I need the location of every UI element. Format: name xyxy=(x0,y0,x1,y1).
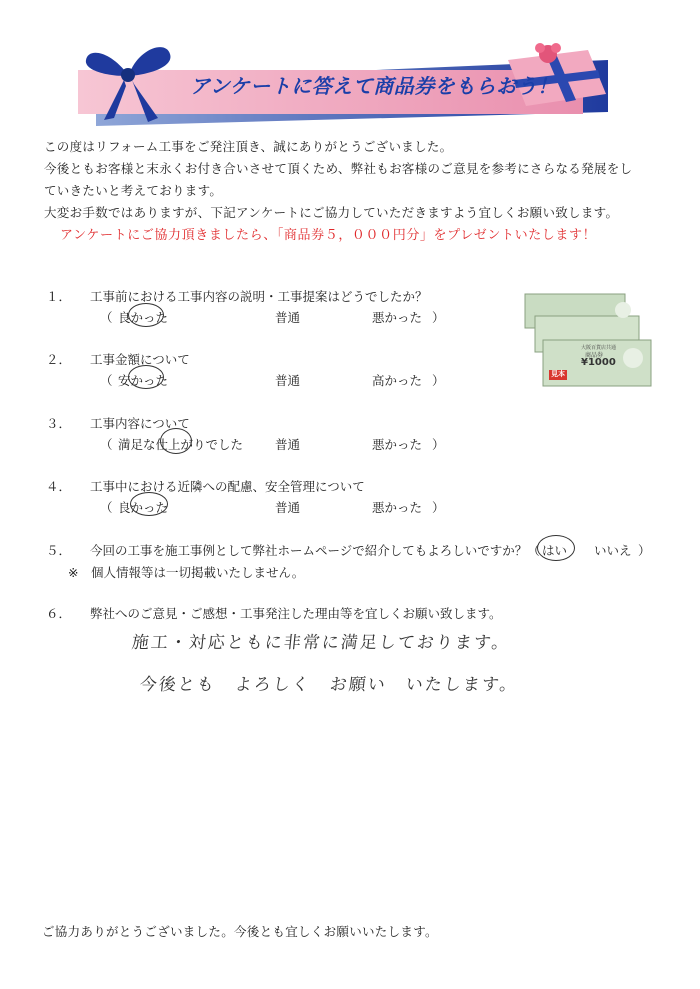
question-5-option-no[interactable]: いいえ xyxy=(594,543,632,558)
gift-voucher-image xyxy=(523,292,653,388)
question-3-option-satisfied[interactable]: 満足な仕上がりでした xyxy=(118,437,244,452)
question-5-number: ５． xyxy=(46,543,72,558)
question-1-selection-circle xyxy=(128,303,164,327)
question-6-number: ６． xyxy=(46,606,72,621)
question-3-close-paren: ） xyxy=(432,437,445,452)
question-3-text: 工事内容について xyxy=(90,416,190,431)
banner-title: アンケートに答えて商品券をもらおう！ xyxy=(190,74,558,98)
question-2-open-paren: （ xyxy=(100,373,113,388)
question-1-option-bad[interactable]: 悪かった xyxy=(372,310,423,325)
question-4-option-good[interactable]: 良かった xyxy=(118,500,169,515)
question-3-open-paren: （ xyxy=(100,437,113,452)
question-2-close-paren: ） xyxy=(432,373,445,388)
voucher-issuer: 大阪百貨店共通 xyxy=(581,345,617,351)
promo-text: アンケートにご協力頂きましたら、「商品券５，０００円分」をプレゼントいたします！ xyxy=(60,228,597,243)
question-1-option-normal[interactable]: 普通 xyxy=(275,310,301,325)
question-1-open-paren: （ xyxy=(100,310,113,325)
question-1-close-paren: ） xyxy=(432,310,445,325)
intro-line-2: 今後ともお客様と末永くお付き合いさせて頂くため、弊社もお客様のご意見を参考にさらなる発展をし xyxy=(44,161,633,176)
question-3-number: ３． xyxy=(46,416,72,431)
question-6-answer-line-1: 施工・対応ともに非常に満足しております。 xyxy=(130,633,512,653)
question-5-note: ※ 個人情報等は一切掲載いたしません。 xyxy=(68,565,305,580)
question-4-selection-circle xyxy=(130,492,168,516)
question-5-selection-circle xyxy=(537,535,575,561)
question-4-close-paren: ） xyxy=(432,500,445,515)
question-3-option-bad[interactable]: 悪かった xyxy=(372,437,423,452)
question-2-option-expensive[interactable]: 高かった xyxy=(372,373,423,388)
question-1-option-good[interactable]: 良かった xyxy=(118,310,169,325)
question-5-close-paren: ） xyxy=(638,543,651,558)
voucher-stamp: 見本 xyxy=(551,370,565,378)
question-2-selection-circle xyxy=(128,365,164,389)
voucher-amount: ¥1000 xyxy=(581,357,616,368)
footer-thanks: ご協力ありがとうございました。今後とも宜しくお願いいたします。 xyxy=(42,924,438,939)
question-5-option-yes[interactable]: はい xyxy=(542,543,568,558)
question-2-option-cheap[interactable]: 安かった xyxy=(118,373,169,388)
voucher-kind: 商品券 xyxy=(585,352,604,359)
question-4-number: ４． xyxy=(46,479,72,494)
intro-line-4: 大変お手数ではありますが、下記アンケートにご協力していただきますよう宜しくお願い致します。 xyxy=(44,205,619,220)
question-6-text: 弊社へのご意見・ご感想・工事発注した理由等を宜しくお願い致します。 xyxy=(90,606,502,621)
question-4-option-bad[interactable]: 悪かった xyxy=(372,500,423,515)
question-2-text: 工事金額について xyxy=(90,352,190,367)
header-banner xyxy=(78,30,623,130)
question-4-text: 工事中における近隣への配慮、安全管理について xyxy=(90,479,365,494)
intro-line-3: ていきたいと考えております。 xyxy=(44,183,223,198)
question-2-option-normal[interactable]: 普通 xyxy=(275,373,301,388)
question-1-number: １． xyxy=(46,289,72,304)
question-6-answer-line-2: 今後とも よろしく お願い いたします。 xyxy=(138,675,520,695)
question-3-option-normal[interactable]: 普通 xyxy=(275,437,301,452)
question-2-number: ２． xyxy=(46,352,72,367)
question-4-open-paren: （ xyxy=(100,500,113,515)
question-1-text: 工事前における工事内容の説明・工事提案はどうでしたか？ xyxy=(90,289,428,304)
question-3-selection-circle xyxy=(160,428,192,454)
question-5-text: 今回の工事を施工事例として弊社ホームページで紹介してもよろしいですか？（ xyxy=(90,543,540,558)
question-4-option-normal[interactable]: 普通 xyxy=(275,500,301,515)
intro-line-1: この度はリフォーム工事をご発注頂き、誠にありがとうございました。 xyxy=(44,139,453,154)
